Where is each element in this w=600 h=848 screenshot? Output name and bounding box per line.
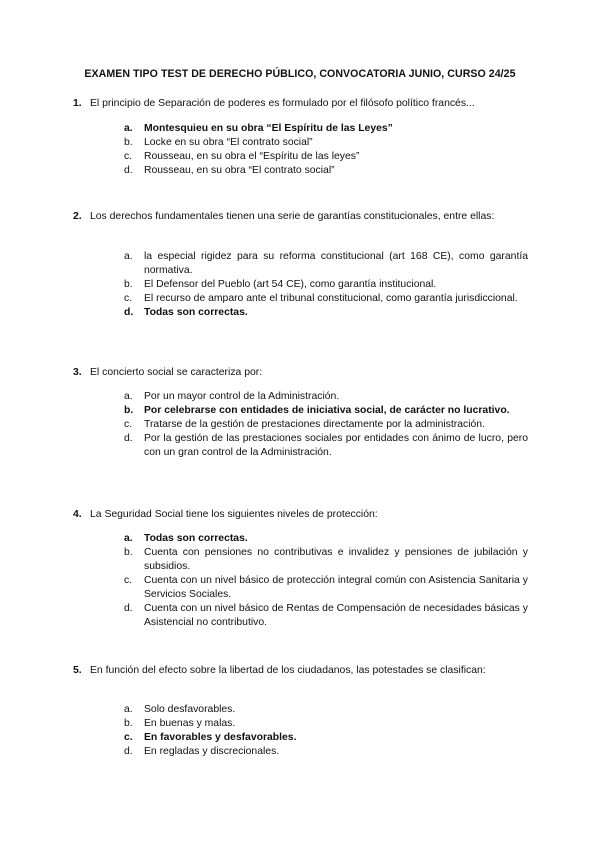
options-5 xyxy=(124,703,528,759)
option-text: El recurso de amparo ante el tribunal constitucional, como garantía jurisdiccional. xyxy=(144,293,518,304)
option-letter: c. xyxy=(124,575,133,586)
question-text: El concierto social se caracteriza por: xyxy=(90,367,263,378)
option-3d xyxy=(124,432,528,460)
exam-title: EXAMEN TIPO TEST DE DERECHO PÚBLICO, CONVOCATORIA JUNIO, CURSO 24/25 xyxy=(84,68,516,80)
option-5b xyxy=(124,717,528,731)
option-text: Todas son correctas. xyxy=(144,533,248,544)
option-letter: a. xyxy=(124,391,133,402)
option-text: Todas son correctas. xyxy=(144,307,248,318)
option-2a xyxy=(124,250,528,278)
question-number: 2. xyxy=(73,211,82,222)
option-letter: d. xyxy=(124,603,133,614)
option-letter: d. xyxy=(124,433,133,444)
option-letter: b. xyxy=(124,279,133,290)
options-1 xyxy=(124,122,528,178)
option-letter: c. xyxy=(124,293,133,304)
option-text: Solo desfavorables. xyxy=(144,704,236,715)
option-5a xyxy=(124,703,528,717)
question-text: El principio de Separación de poderes es formulado por el filósofo político francés... xyxy=(90,98,475,109)
question-number: 4. xyxy=(73,509,82,520)
options-2 xyxy=(124,250,528,320)
options-4 xyxy=(124,532,528,630)
option-4a xyxy=(124,532,528,546)
option-text: Rousseau, en su obra el “Espíritu de las leyes” xyxy=(144,151,360,162)
option-1d xyxy=(124,164,528,178)
option-letter: a. xyxy=(124,123,133,134)
option-letter: b. xyxy=(124,547,133,558)
question-number: 5. xyxy=(73,665,82,676)
option-text: Por celebrarse con entidades de iniciativa social, de carácter no lucrativo. xyxy=(144,405,510,416)
option-3c xyxy=(124,418,528,432)
option-5d xyxy=(124,745,528,759)
option-text: la especial rigidez para su reforma constitucional (art 168 CE), como garantía normativa. xyxy=(144,251,528,276)
option-letter: a. xyxy=(124,251,133,262)
option-1b xyxy=(124,136,528,150)
option-5c xyxy=(124,731,528,745)
question-text: La Seguridad Social tiene los siguientes niveles de protección: xyxy=(90,509,378,520)
option-text: Tratarse de la gestión de prestaciones directamente por la administración. xyxy=(144,419,485,430)
option-letter: d. xyxy=(124,307,134,318)
option-letter: c. xyxy=(124,151,133,162)
option-letter: d. xyxy=(124,746,133,757)
question-2 xyxy=(73,210,528,224)
question-text: En función del efecto sobre la libertad de los ciudadanos, las potestades se clasifican: xyxy=(90,665,486,676)
option-letter: a. xyxy=(124,533,133,544)
question-number: 3. xyxy=(73,367,82,378)
option-1a xyxy=(124,122,528,136)
option-letter: b. xyxy=(124,718,133,729)
option-letter: c. xyxy=(124,419,133,430)
option-text: En regladas y discrecionales. xyxy=(144,746,280,757)
question-number: 1. xyxy=(73,98,82,109)
option-text: En favorables y desfavorables. xyxy=(144,732,297,743)
option-4d xyxy=(124,602,528,630)
question-1 xyxy=(73,97,528,111)
option-text: Rousseau, en su obra “El contrato social” xyxy=(144,165,335,176)
question-4 xyxy=(73,508,528,522)
option-2b xyxy=(124,278,528,292)
question-3 xyxy=(73,366,528,380)
option-3a xyxy=(124,390,528,404)
option-4c xyxy=(124,574,528,602)
option-text: Locke en su obra “El contrato social” xyxy=(144,137,313,148)
option-text: Montesquieu en su obra “El Espíritu de las Leyes” xyxy=(144,123,393,134)
option-letter: b. xyxy=(124,137,133,148)
question-5 xyxy=(73,664,528,678)
option-2c xyxy=(124,292,528,306)
option-text: Cuenta con pensiones no contributivas e invalidez y pensiones de jubilación y subsidios. xyxy=(144,547,528,572)
option-4b xyxy=(124,546,528,574)
option-text: En buenas y malas. xyxy=(144,718,236,729)
option-text: Cuenta con un nivel básico de Rentas de Compensación de necesidades básicas y Asistencial no contributivo. xyxy=(144,603,528,628)
option-1c xyxy=(124,150,528,164)
option-3b xyxy=(124,404,528,418)
options-3 xyxy=(124,390,528,460)
option-letter: c. xyxy=(124,732,133,743)
option-2d xyxy=(124,306,528,320)
option-text: El Defensor del Pueblo (art 54 CE), como garantía institucional. xyxy=(144,279,437,290)
option-text: Cuenta con un nivel básico de protección integral común con Asistencia Sanitaria y Servicios Sociales. xyxy=(144,575,528,600)
question-text: Los derechos fundamentales tienen una serie de garantías constitucionales, entre ellas: xyxy=(90,211,495,222)
option-letter: b. xyxy=(124,405,134,416)
option-text: Por un mayor control de la Administración. xyxy=(144,391,340,402)
option-letter: d. xyxy=(124,165,133,176)
option-text: Por la gestión de las prestaciones sociales por entidades con ánimo de lucro, pero con un gran control de la Administración. xyxy=(144,433,528,458)
option-letter: a. xyxy=(124,704,133,715)
